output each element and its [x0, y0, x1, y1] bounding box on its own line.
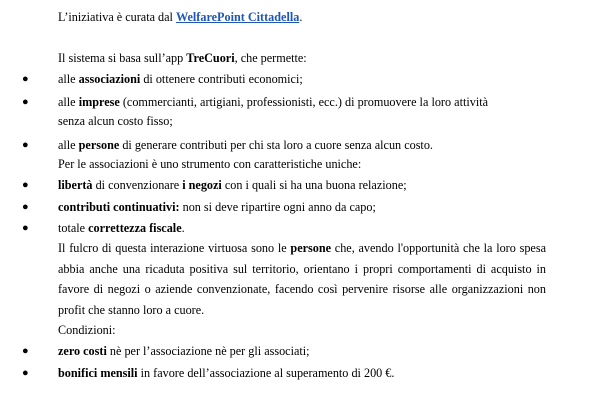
- app-name: TreCuori: [186, 51, 235, 65]
- bullet-icon: ●: [22, 73, 29, 85]
- system-paragraph: Il sistema si basa sull’app TreCuori, che permette:: [58, 51, 307, 65]
- welfarepoint-link[interactable]: WelfarePoint Cittadella: [175, 10, 300, 24]
- bullet-icon: ●: [22, 222, 29, 234]
- bullet-icon: ●: [22, 139, 29, 151]
- bullet-icon: ●: [22, 345, 29, 357]
- associations-intro: Per le associazioni è uno strumento con caratteristiche uniche:: [58, 157, 362, 171]
- bullet-icon: ●: [22, 96, 29, 108]
- document-page: L’iniziativa è curata dal WelfarePoint Cittadella. Il sistema si basa sull’app TreCuori, che permette: ● alle associazioni di ottenere contributi economici; ● alle imprese (commercianti, artigiani, professionisti, ecc.) di promuovere la loro attività senza alcun costo fisso; ● alle persone di generare contributi per chi sta loro a cuore senza alcun costo. Per le associazioni è uno strumento con caratteristiche uniche: ● libertà di convenzionare i negozi con i quali si ha una buona relazione; ● contributi continuativi: non si deve ripartire ogni anno da capo; ● totale correttezza fiscale. Il fulcro di questa interazione virtuosa sono le persone che, avendo l'opportunità che la loro spesa abbia anche una ricaduta positiva sul territorio, orientano i propri comportamenti di acquisto in favore di negozi o aziende convenzionate, facendo così pervenire risorse alle organizzazioni non profit che stanno loro a cuore. Condizioni: ● zero costi nè per l’associazione nè per gli associati; ● bonifici mensili in favore dell’associazione al superamento di 200 €.: [0, 0, 600, 400]
- bullet-icon: ●: [22, 367, 29, 379]
- fulcrum-paragraph: Il fulcro di questa interazione virtuosa sono le persone che, avendo l'opportunità che la loro spesa abbia anche una ricaduta positiva sul territorio, orientano i propri comportamenti di acquisto in favore di negozi o aziende convenzionate, facendo così pervenire risorse alle organizzazioni non profit che stanno loro a cuore.: [58, 241, 546, 317]
- bullet-icon: ●: [22, 179, 29, 191]
- bullet-icon: ●: [22, 201, 29, 213]
- intro-paragraph: L’iniziativa è curata dal WelfarePoint Cittadella.: [58, 10, 303, 24]
- conditions-title: Condizioni:: [58, 323, 116, 337]
